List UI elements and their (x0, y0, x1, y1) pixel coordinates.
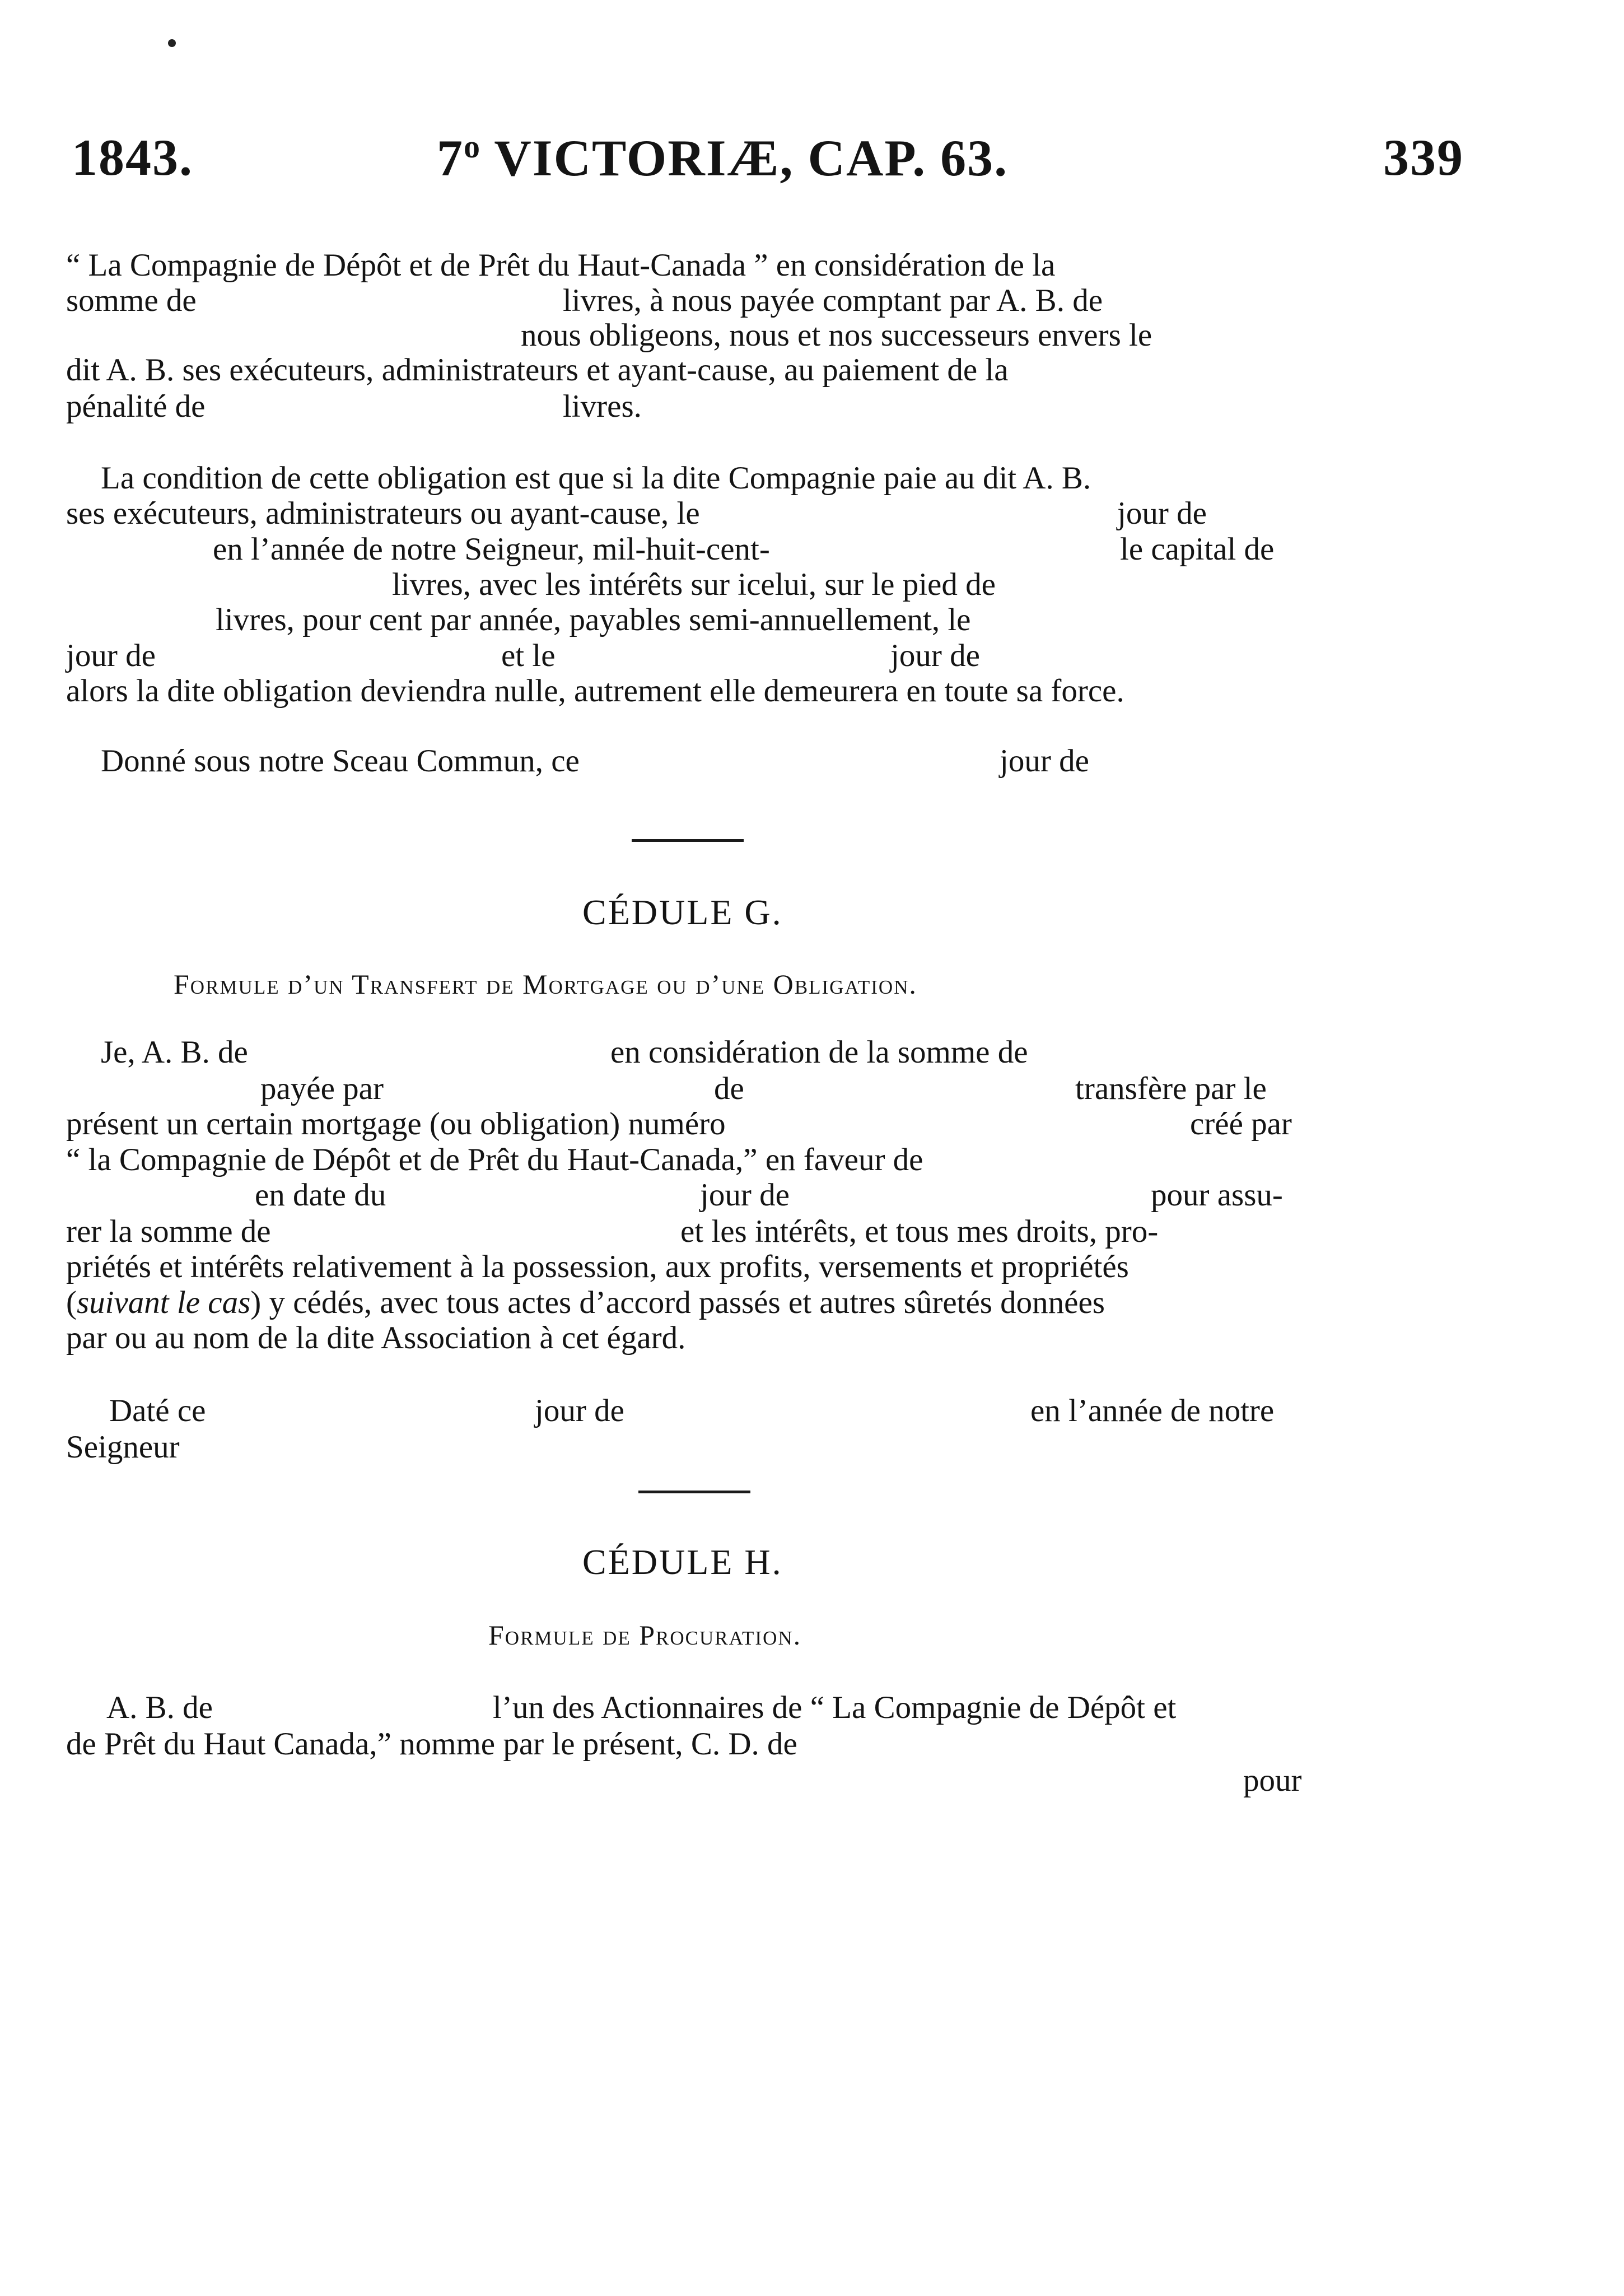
text-line: en l’année de notre (1030, 1393, 1275, 1428)
text-line (66, 1287, 1105, 1319)
text-line: le capital de (1120, 532, 1275, 567)
text-line: payée par (260, 1071, 384, 1106)
line-rest: ) y cédés, avec tous actes d’accord passés et autres sûretés données (250, 1285, 1105, 1320)
given-under-seal-text: Donné sous notre Sceau Commun, ce (101, 743, 580, 779)
text-line: rer la somme de (66, 1214, 271, 1249)
text-line: livres, pour cent par année, payables semi-annuellement, le (216, 602, 971, 637)
text-line: en date du (255, 1177, 386, 1213)
schedule-h-title: CÉDULE H. (582, 1542, 783, 1582)
text-line: et les intérêts, et tous mes droits, pro- (680, 1214, 1159, 1249)
given-under-seal-day: jour de (1000, 743, 1089, 779)
text-line: jour de (1117, 496, 1207, 531)
text-line: jour de (66, 638, 156, 673)
text-line: livres. (563, 389, 642, 424)
text-line: jour de (890, 638, 980, 673)
text-line: A. B. de (106, 1690, 213, 1725)
text-line: pénalité de (66, 389, 206, 424)
section-divider (638, 1491, 750, 1493)
schedule-g-subtitle: Formule d’un Transfert de Mortgage ou d’une Obligation. (174, 968, 917, 1000)
text-line: jour de (535, 1393, 624, 1428)
text-line: alors la dite obligation deviendra nulle, autrement elle demeurera en toute sa force. (66, 673, 1124, 709)
text-line: priétés et intérêts relativement à la possession, aux profits, versements et propriétés (66, 1249, 1129, 1284)
header-title-text: VICTORIÆ, CAP. 63. (494, 129, 1009, 187)
page-number: 339 (1383, 129, 1464, 186)
text-line: et le (501, 638, 556, 673)
text-line: pour assu- (1151, 1177, 1283, 1213)
text-line: Daté ce (109, 1393, 206, 1428)
text-line: de Prêt du Haut Canada,” nomme par le présent, C. D. de (66, 1726, 797, 1762)
text-line: somme de (66, 283, 197, 318)
text-line: La condition de cette obligation est que si la dite Compagnie paie au dit A. B. (101, 460, 1091, 496)
text-line: livres, avec les intérêts sur icelui, sur le pied de (392, 567, 996, 602)
text-line: jour de (700, 1177, 790, 1213)
text-line: par ou au nom de la dite Association à cet égard. (66, 1320, 686, 1356)
text-line: de (714, 1071, 744, 1106)
text-line: en l’année de notre Seigneur, mil-huit-cent- (213, 532, 770, 567)
section-divider (632, 839, 744, 842)
header-title-number: 7 (437, 129, 464, 187)
text-line: créé par (1190, 1106, 1292, 1142)
text-line: pour (1243, 1763, 1302, 1798)
text-line: l’un des Actionnaires de “ La Compagnie de Dépôt et (493, 1690, 1177, 1725)
schedule-h-subtitle: Formule de Procuration. (488, 1619, 802, 1651)
header-title-superscript: o (464, 128, 481, 165)
header-title (437, 128, 1008, 188)
text-line: livres, à nous payée comptant par A. B. de (563, 283, 1103, 318)
text-line: présent un certain mortgage (ou obligation) numéro (66, 1106, 726, 1142)
text-line: transfère par le (1075, 1071, 1267, 1106)
text-line: dit A. B. ses exécuteurs, administrateurs et ayant-cause, au paiement de la (66, 352, 1009, 388)
text-line: “ la Compagnie de Dépôt et de Prêt du Haut-Canada,” en faveur de (66, 1142, 923, 1177)
text-line: Je, A. B. de (101, 1035, 248, 1070)
paren-open: ( (66, 1285, 77, 1320)
text-line: Seigneur (66, 1429, 180, 1465)
print-speck (168, 39, 176, 47)
schedule-g-title: CÉDULE G. (582, 892, 783, 932)
text-line: “ La Compagnie de Dépôt et de Prêt du Haut-Canada ” en considération de la (66, 248, 1056, 283)
text-line: ses exécuteurs, administrateurs ou ayant-cause, le (66, 496, 700, 531)
italic-phrase: suivant le cas (76, 1285, 251, 1320)
text-line: nous obligeons, nous et nos successeurs envers le (521, 318, 1152, 353)
header-year: 1843. (72, 129, 193, 186)
text-line: en considération de la somme de (610, 1035, 1028, 1070)
